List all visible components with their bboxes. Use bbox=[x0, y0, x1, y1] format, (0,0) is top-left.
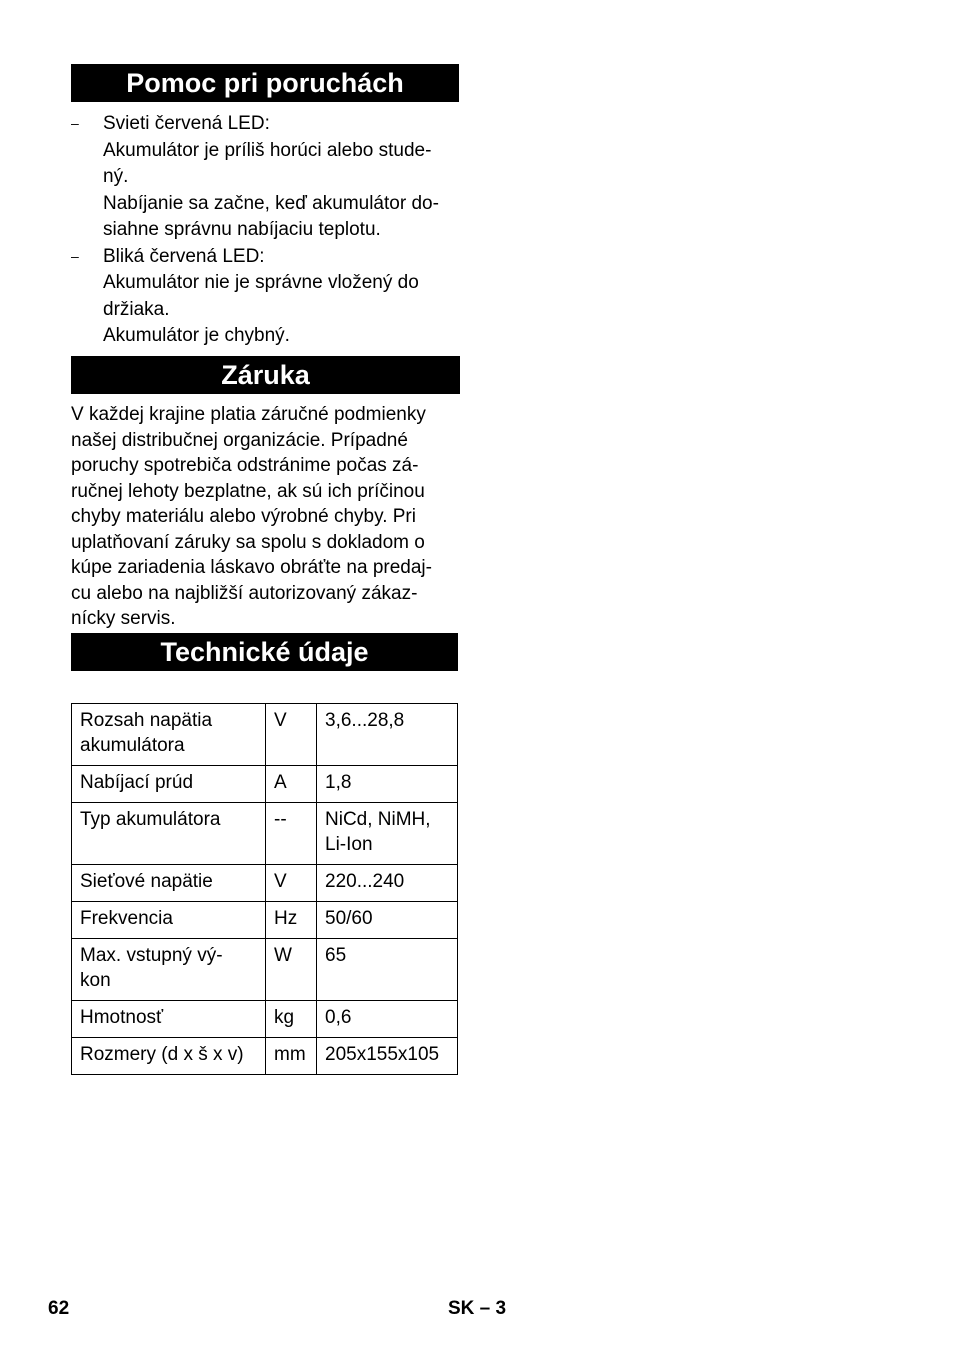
spec-unit: Hz bbox=[266, 902, 317, 939]
spec-value: 50/60 bbox=[317, 902, 458, 939]
page-number: 62 bbox=[48, 1298, 70, 1319]
spec-label: Rozmery (d x š x v) bbox=[72, 1038, 266, 1075]
specs-table bbox=[71, 703, 458, 1075]
spec-label: Typ akumulátora bbox=[72, 803, 266, 865]
table-row bbox=[72, 865, 458, 902]
warranty-line: našej distribučnej organizácie. Prípadné bbox=[71, 429, 408, 451]
troubleshooting-item bbox=[71, 111, 459, 243]
section-label: SK – 3 bbox=[448, 1298, 507, 1319]
remedy-line: Akumulátor je príliš horúci alebo stude- bbox=[103, 139, 432, 161]
spec-unit: mm bbox=[266, 1038, 317, 1075]
spec-label: Nabíjací prúd bbox=[72, 766, 266, 803]
warranty-heading: Záruka bbox=[71, 356, 460, 394]
warranty-line: nícky servis. bbox=[71, 608, 176, 629]
spec-label: Hmotnosť bbox=[72, 1001, 266, 1038]
spec-unit: A bbox=[266, 766, 317, 803]
troubleshooting-list bbox=[71, 111, 459, 350]
table-row bbox=[72, 902, 458, 939]
spec-value: 65 bbox=[317, 939, 458, 1001]
bullet-dash: – bbox=[71, 247, 79, 264]
spec-value: 0,6 bbox=[317, 1001, 458, 1038]
table-row bbox=[72, 766, 458, 803]
remedy-line: Akumulátor je chybný. bbox=[103, 325, 290, 346]
warranty-line: kúpe zariadenia láskavo obráťte na predaj- bbox=[71, 557, 432, 578]
spec-unit: V bbox=[266, 704, 317, 766]
spec-value: 220...240 bbox=[317, 865, 458, 902]
spec-value: 3,6...28,8 bbox=[317, 704, 458, 766]
warranty-line: poruchy spotrebiča odstránime počas zá- bbox=[71, 455, 419, 476]
specs-heading: Technické údaje bbox=[71, 633, 458, 671]
spec-value: NiCd, NiMH, Li-Ion bbox=[317, 803, 458, 865]
remedy-line: Akumulátor nie je správne vložený do bbox=[103, 272, 419, 293]
bullet-dash: – bbox=[71, 115, 79, 131]
table-row bbox=[72, 1001, 458, 1038]
spec-unit: V bbox=[266, 865, 317, 902]
warranty-line: ručnej lehoty bezplatne, ak sú ich príčinou bbox=[71, 480, 425, 502]
spec-label: Sieťové napätie bbox=[72, 865, 266, 902]
spec-unit: -- bbox=[266, 803, 317, 865]
troubleshooting-item bbox=[71, 244, 459, 349]
remedy-line: ný. bbox=[103, 166, 129, 187]
warranty-line: cu alebo na najbližší autorizovaný zákaz- bbox=[71, 582, 418, 604]
table-row bbox=[72, 704, 458, 766]
spec-label: Max. vstupný vý- kon bbox=[72, 939, 266, 1001]
spec-value: 1,8 bbox=[317, 766, 458, 803]
warranty-line: uplatňovaní záruky sa spolu s dokladom o bbox=[71, 531, 425, 553]
table-row bbox=[72, 939, 458, 1001]
remedy-line: siahne správnu nabíjaciu teplotu. bbox=[103, 219, 381, 240]
spec-unit: W bbox=[266, 939, 317, 1001]
warranty-paragraph bbox=[71, 402, 459, 632]
warranty-line: chyby materiálu alebo výrobné chyby. Pri bbox=[71, 506, 416, 527]
warranty-line: V každej krajine platia záručné podmienky bbox=[71, 404, 426, 425]
table-row bbox=[72, 1038, 458, 1075]
symptom-text: Svieti červená LED: bbox=[103, 113, 270, 134]
table-row bbox=[72, 803, 458, 865]
remedy-line: držiaka. bbox=[103, 298, 170, 320]
spec-label: Rozsah napätia akumulátora bbox=[72, 704, 266, 766]
spec-label: Frekvencia bbox=[72, 902, 266, 939]
spec-value: 205x155x105 bbox=[317, 1038, 458, 1075]
remedy-line: Nabíjanie sa začne, keď akumulátor do- bbox=[103, 192, 439, 214]
troubleshooting-heading: Pomoc pri poruchách bbox=[71, 64, 459, 102]
spec-unit: kg bbox=[266, 1001, 317, 1038]
symptom-text: Bliká červená LED: bbox=[103, 245, 265, 267]
